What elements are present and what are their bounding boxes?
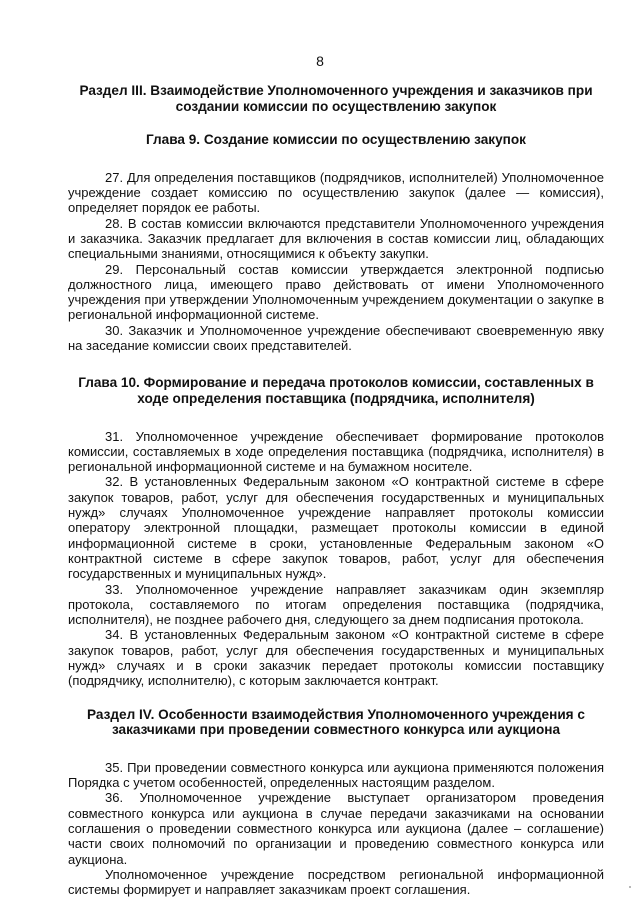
section-4-heading: Раздел IV. Особенности взаимодействия Уполномоченного учреждения с заказчиками при проведении совместного конкурса или аукциона (87, 706, 585, 738)
paragraph-33: 33. Уполномоченное учреждение направляет заказчикам один экземпляр протокола, составляемого по итогам определения поставщика (подрядчика, исполнителя), не позднее рабочего дня, следующего за днем подписания протокола. (68, 581, 604, 628)
paragraph-36: 36. Уполномоченное учреждение выступает организатором проведения совместного конкурса или аукциона в случае передачи заказчиками на основании соглашения о проведении совместного конкурса или аукциона (далее – соглашение) части своих полномочий по организации и проведению совместного конкурса или аукциона. (68, 790, 604, 867)
page-number: 8 (316, 53, 324, 69)
paragraph-29: 29. Персональный состав комиссии утверждается электронной подписью должностного лица, имеющего право действовать от имени Уполномоченного учреждения при утверждении Уполномоченным учреждением документации о закупке в региональной информационной системе. (68, 261, 604, 323)
paragraph-36-continued: Уполномоченное учреждение посредством региональной информационной системы формирует и направляет заказчикам проект соглашения. (68, 866, 604, 898)
paragraph-31: 31. Уполномоченное учреждение обеспечивает формирование протоколов комиссии, составляемых в ходе определения поставщика (подрядчика, исполнителя) в региональной информационной системе и на бумажном носителе. (68, 428, 604, 475)
document-body (68, 83, 604, 897)
paragraph-34: 34. В установленных Федеральным законом «О контрактной системе в сфере закупок товаров, работ, услуг для обеспечения государственных и муниципальных нужд» случаях и в сроки заказчик передает протоколы комиссии поставщику (подрядчику, исполнителю), с которым заключается контракт. (68, 627, 604, 689)
paragraph-35: 35. При проведении совместного конкурса или аукциона применяются положения Порядка с учетом особенностей, определенных настоящим разделом. (68, 759, 604, 791)
scan-speck (629, 886, 631, 888)
paragraph-28: 28. В состав комиссии включаются представители Уполномоченного учреждения и заказчика. Заказчик предлагает для включения в состав комиссии лиц, обладающих специальными знаниями, относящимися к объекту закупки. (68, 215, 604, 262)
paragraph-30: 30. Заказчик и Уполномоченное учреждение обеспечивают своевременную явку на заседание комиссии своих представителей. (68, 322, 604, 354)
paragraph-27: 27. Для определения поставщиков (подрядчиков, исполнителей) Уполномоченное учреждение создает комиссию по осуществлению закупок (далее — комиссия), определяет порядок ее работы. (68, 169, 604, 216)
chapter-10-heading: Глава 10. Формирование и передача протоколов комиссии, составленных в ходе определения поставщика (подрядчика, исполнителя) (78, 375, 594, 406)
section-3-heading: Раздел III. Взаимодействие Уполномоченного учреждения и заказчиков при создании комиссии по осуществлению закупок (79, 83, 593, 114)
chapter-9-heading: Глава 9. Создание комиссии по осуществлению закупок (146, 132, 526, 148)
paragraph-32: 32. В установленных Федеральным законом «О контрактной системе в сфере закупок товаров, работ, услуг для обеспечения государственных и муниципальных нужд» случаях Уполномоченное учреждение направляет протоколы комиссии оператору электронной площадки, размещает протоколы комиссии в единой информационной системе в сроки, установленные Федеральным законом «О контрактной системе в сфере закупок товаров, работ, услуг для обеспечения государственных и муниципальных нужд». (68, 474, 604, 582)
